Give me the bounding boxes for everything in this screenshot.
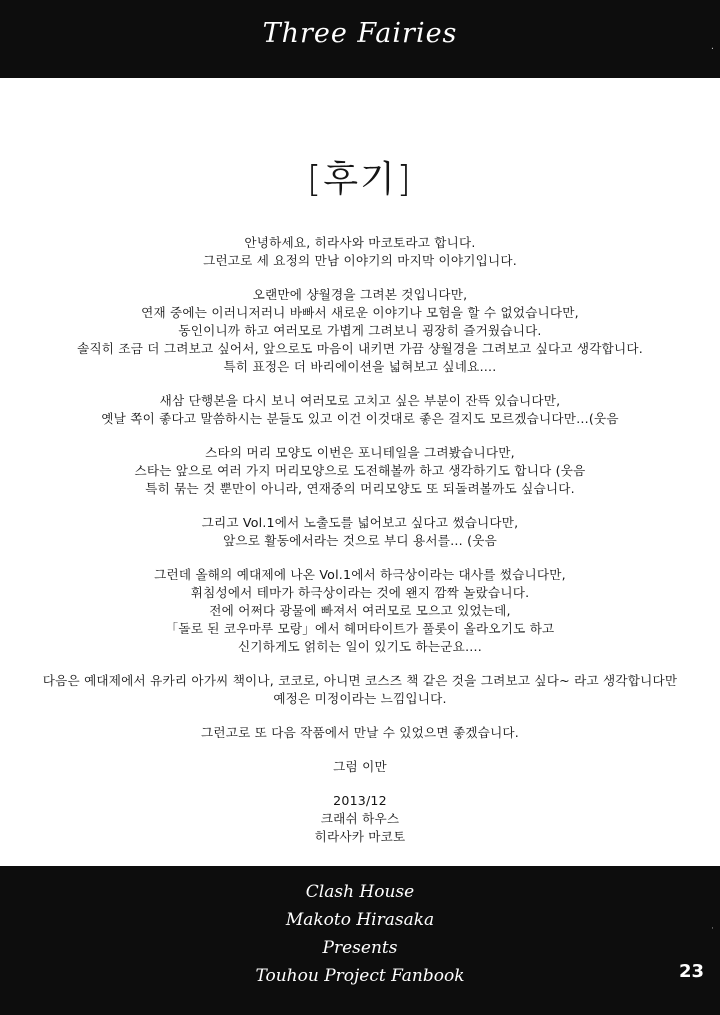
body-line: 신기하게도 얽히는 일이 있기도 하는군요…. bbox=[237, 639, 483, 654]
body-line: 그리고 Vol.1에서 노출도를 넓어보고 싶다고 썼습니다만, bbox=[201, 515, 519, 530]
paragraph-gap bbox=[0, 776, 720, 792]
body-line: 특히 표정은 더 바리에이션을 넓혀보고 싶네요…. bbox=[223, 359, 497, 374]
paragraph-gap bbox=[0, 742, 720, 758]
credit-line: Clash House bbox=[305, 882, 415, 902]
body-line: 옛날 쪽이 좋다고 말씀하시는 분들도 있고 이건 이것대로 좋은 걸지도 모르겠습니다만…(웃음 bbox=[101, 411, 619, 426]
body-line: 오랜만에 샹월경을 그려본 것입니다만, bbox=[252, 287, 468, 302]
paragraph-gap bbox=[0, 428, 720, 444]
body-line: 그런고로 또 다음 작품에서 만날 수 있었으면 좋겠습니다. bbox=[200, 725, 520, 740]
body-line: 솔직히 조금 더 그려보고 싶어서, 앞으로도 마음이 내키면 가끔 샹월경을 그려보고 싶다고 생각합니다. bbox=[77, 341, 643, 356]
footer-edge-mark: · bbox=[711, 924, 714, 934]
afterword-title: [후기] bbox=[307, 159, 413, 200]
body-line: 앞으로 활동에서라는 것으로 부디 용서를… (웃음 bbox=[223, 533, 497, 548]
page-header-band bbox=[0, 0, 720, 78]
body-line: 휘침성에서 테마가 하극상이라는 것에 왠지 깜짝 놀랐습니다. bbox=[190, 585, 530, 600]
credit-line: Presents bbox=[322, 938, 398, 958]
page-footer-band bbox=[0, 866, 720, 1015]
body-line: 스타의 머리 모양도 이번은 포니테일을 그려봤습니다만, bbox=[205, 445, 515, 460]
header-edge-mark: · bbox=[710, 44, 714, 55]
body-line: 예정은 미정이라는 느낌입니다. bbox=[273, 691, 447, 706]
body-line: 안녕하세요, 히라사와 마코토라고 합니다. bbox=[244, 235, 476, 250]
body-line: 다음은 예대제에서 유카리 아가씨 책이나, 코코로, 아니면 코스즈 책 같은 것을 그려보고 싶다~ 라고 생각합니다만 bbox=[42, 673, 678, 688]
body-line: 스타는 앞으로 여러 가지 머리모양으로 도전해볼까 하고 생각하기도 합니다 (웃음 bbox=[134, 463, 586, 478]
body-line: 그럼 이만 bbox=[333, 759, 387, 774]
body-line: 그런고로 세 요정의 만남 이야기의 마지막 이야기입니다. bbox=[203, 253, 517, 268]
body-line: 연재 중에는 이러니저러니 바빠서 새로운 이야기나 모험을 할 수 없었습니다만, bbox=[141, 305, 579, 320]
afterword-body bbox=[0, 234, 720, 846]
paragraph-gap bbox=[0, 550, 720, 566]
page-number: 23 bbox=[678, 961, 704, 982]
body-line: 새삼 단행본을 다시 보니 여러모로 고치고 싶은 부분이 잔뜩 있습니다만, bbox=[159, 393, 561, 408]
body-line: 2013/12 bbox=[333, 793, 387, 808]
paragraph-gap bbox=[0, 498, 720, 514]
header-title: Three Fairies bbox=[262, 18, 458, 49]
body-line: 동인이니까 하고 여러모로 가볍게 그려보니 굉장히 즐거웠습니다. bbox=[178, 323, 542, 338]
body-line: 「돌로 된 코우마루 모랑」에서 헤머타이트가 풀롯이 올라오기도 하고 bbox=[165, 621, 555, 636]
footer-credits bbox=[0, 878, 720, 990]
paragraph-gap bbox=[0, 270, 720, 286]
paragraph-gap bbox=[0, 376, 720, 392]
credit-line: Touhou Project Fanbook bbox=[255, 966, 465, 986]
paragraph-gap bbox=[0, 656, 720, 672]
body-line: 전에 어쩌다 광물에 빠져서 여러모로 모으고 있었는데, bbox=[209, 603, 511, 618]
body-line: 특히 묶는 것 뿐만이 아니라, 연재중의 머리모양도 또 되돌려볼까도 싶습니다. bbox=[145, 481, 575, 496]
body-line: 히라사카 마코토 bbox=[314, 829, 406, 844]
credit-line: Makoto Hirasaka bbox=[285, 910, 435, 930]
body-line: 그런데 올해의 예대제에 나온 Vol.1에서 하극상이라는 대사를 썼습니다만, bbox=[154, 567, 566, 582]
paragraph-gap bbox=[0, 708, 720, 724]
body-line: 크래쉬 하우스 bbox=[320, 811, 400, 826]
